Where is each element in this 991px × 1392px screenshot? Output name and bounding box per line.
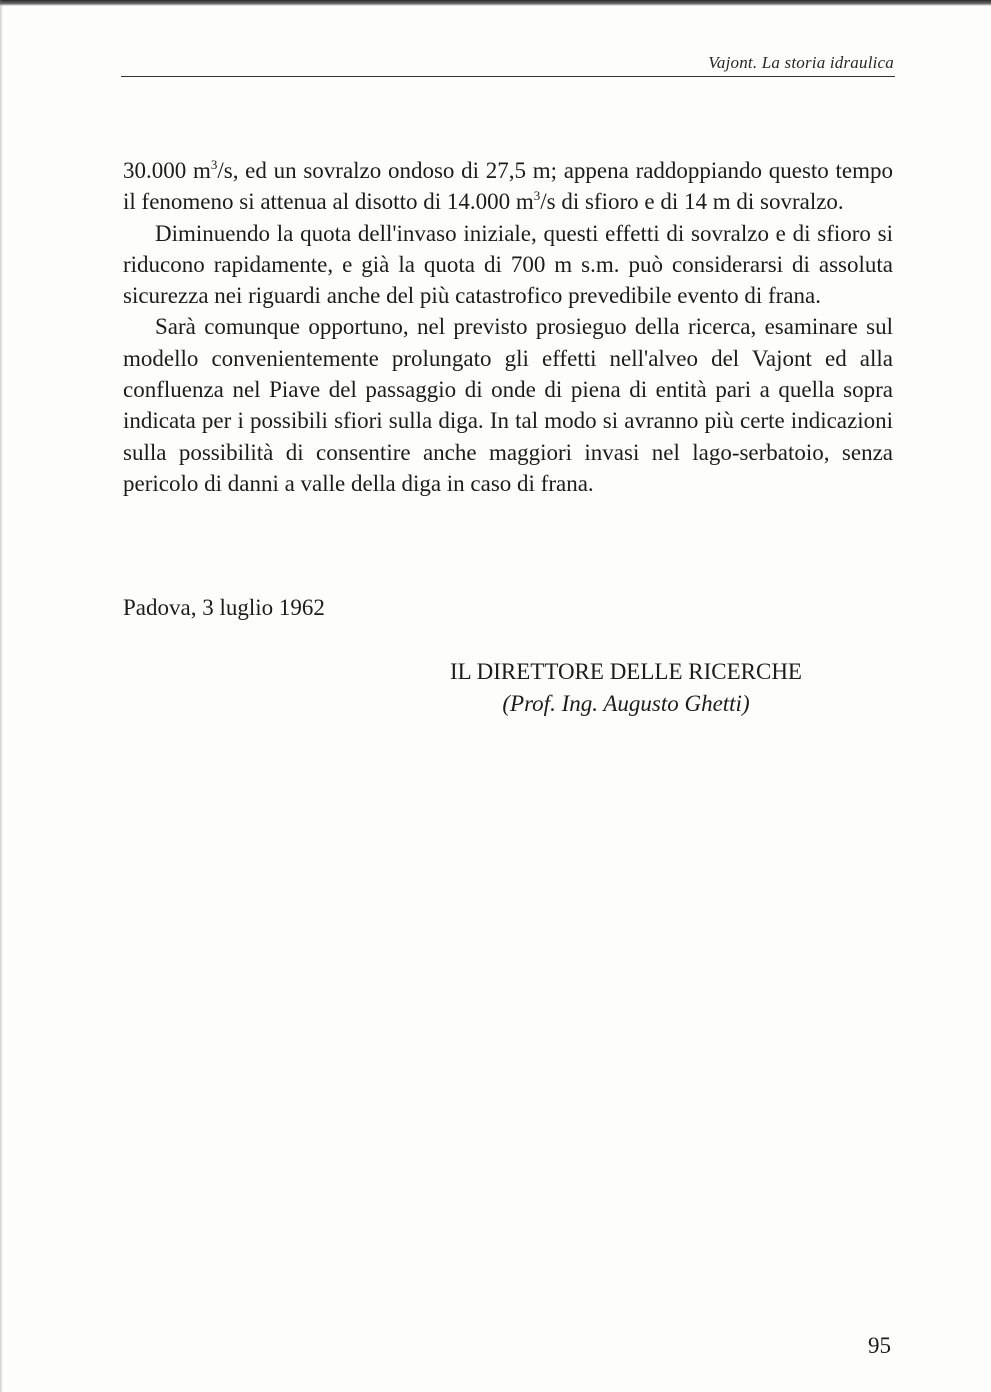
signature-role: IL DIRETTORE DELLE RICERCHE [450,659,802,684]
page-number: 95 [868,1333,891,1358]
signature-name: (Prof. Ing. Augusto Ghetti) [502,691,750,716]
paragraph-2: Diminuendo la quota dell'invaso iniziale, questi effetti di sovralzo e di sfioro si riducono rapidamente, e già la quota di 700 m s.m. può considerarsi di assoluta sicurezza nei riguardi anche del più catastrofico prevedibile evento di frana. [123,220,893,309]
paragraph-1-text-b: /s, ed un sovralzo ondoso di 27,5 m; appena raddoppiando questo tempo il fenomeno si attenua al disotto di 14.000 m [123,158,894,215]
signature-block [410,656,842,720]
superscript-cubic: 3 [533,188,541,204]
paragraph-1-text-a: 30.000 m [123,158,211,183]
running-header: Vajont. La storia idraulica [708,53,894,72]
body-text [123,155,893,499]
header-rule [121,76,895,77]
superscript-cubic: 3 [210,157,218,172]
scan-left-edge [0,0,3,1392]
paragraph-1-text-c: /s di sfioro e di 14 m di sovralzo. [540,189,844,215]
scan-top-edge [0,0,991,6]
paragraph-1 [123,155,893,218]
paragraph-3: Sarà comunque opportuno, nel previsto prosieguo della ricerca, esaminare sul modello convenientemente prolungato gli effetti nell'alveo del Vajont ed alla confluenza nel Piave del passaggio di onde di piena di entità pari a quella sopra indicata per i possibili sfiori sulla diga. In tal modo si avranno più certe indicazioni sulla possibilità di consentire anche maggiori invasi nel lago-serbatoio, senza pericolo di danni a valle della diga in caso di frana. [123,314,893,496]
dateline: Padova, 3 luglio 1962 [123,595,325,620]
